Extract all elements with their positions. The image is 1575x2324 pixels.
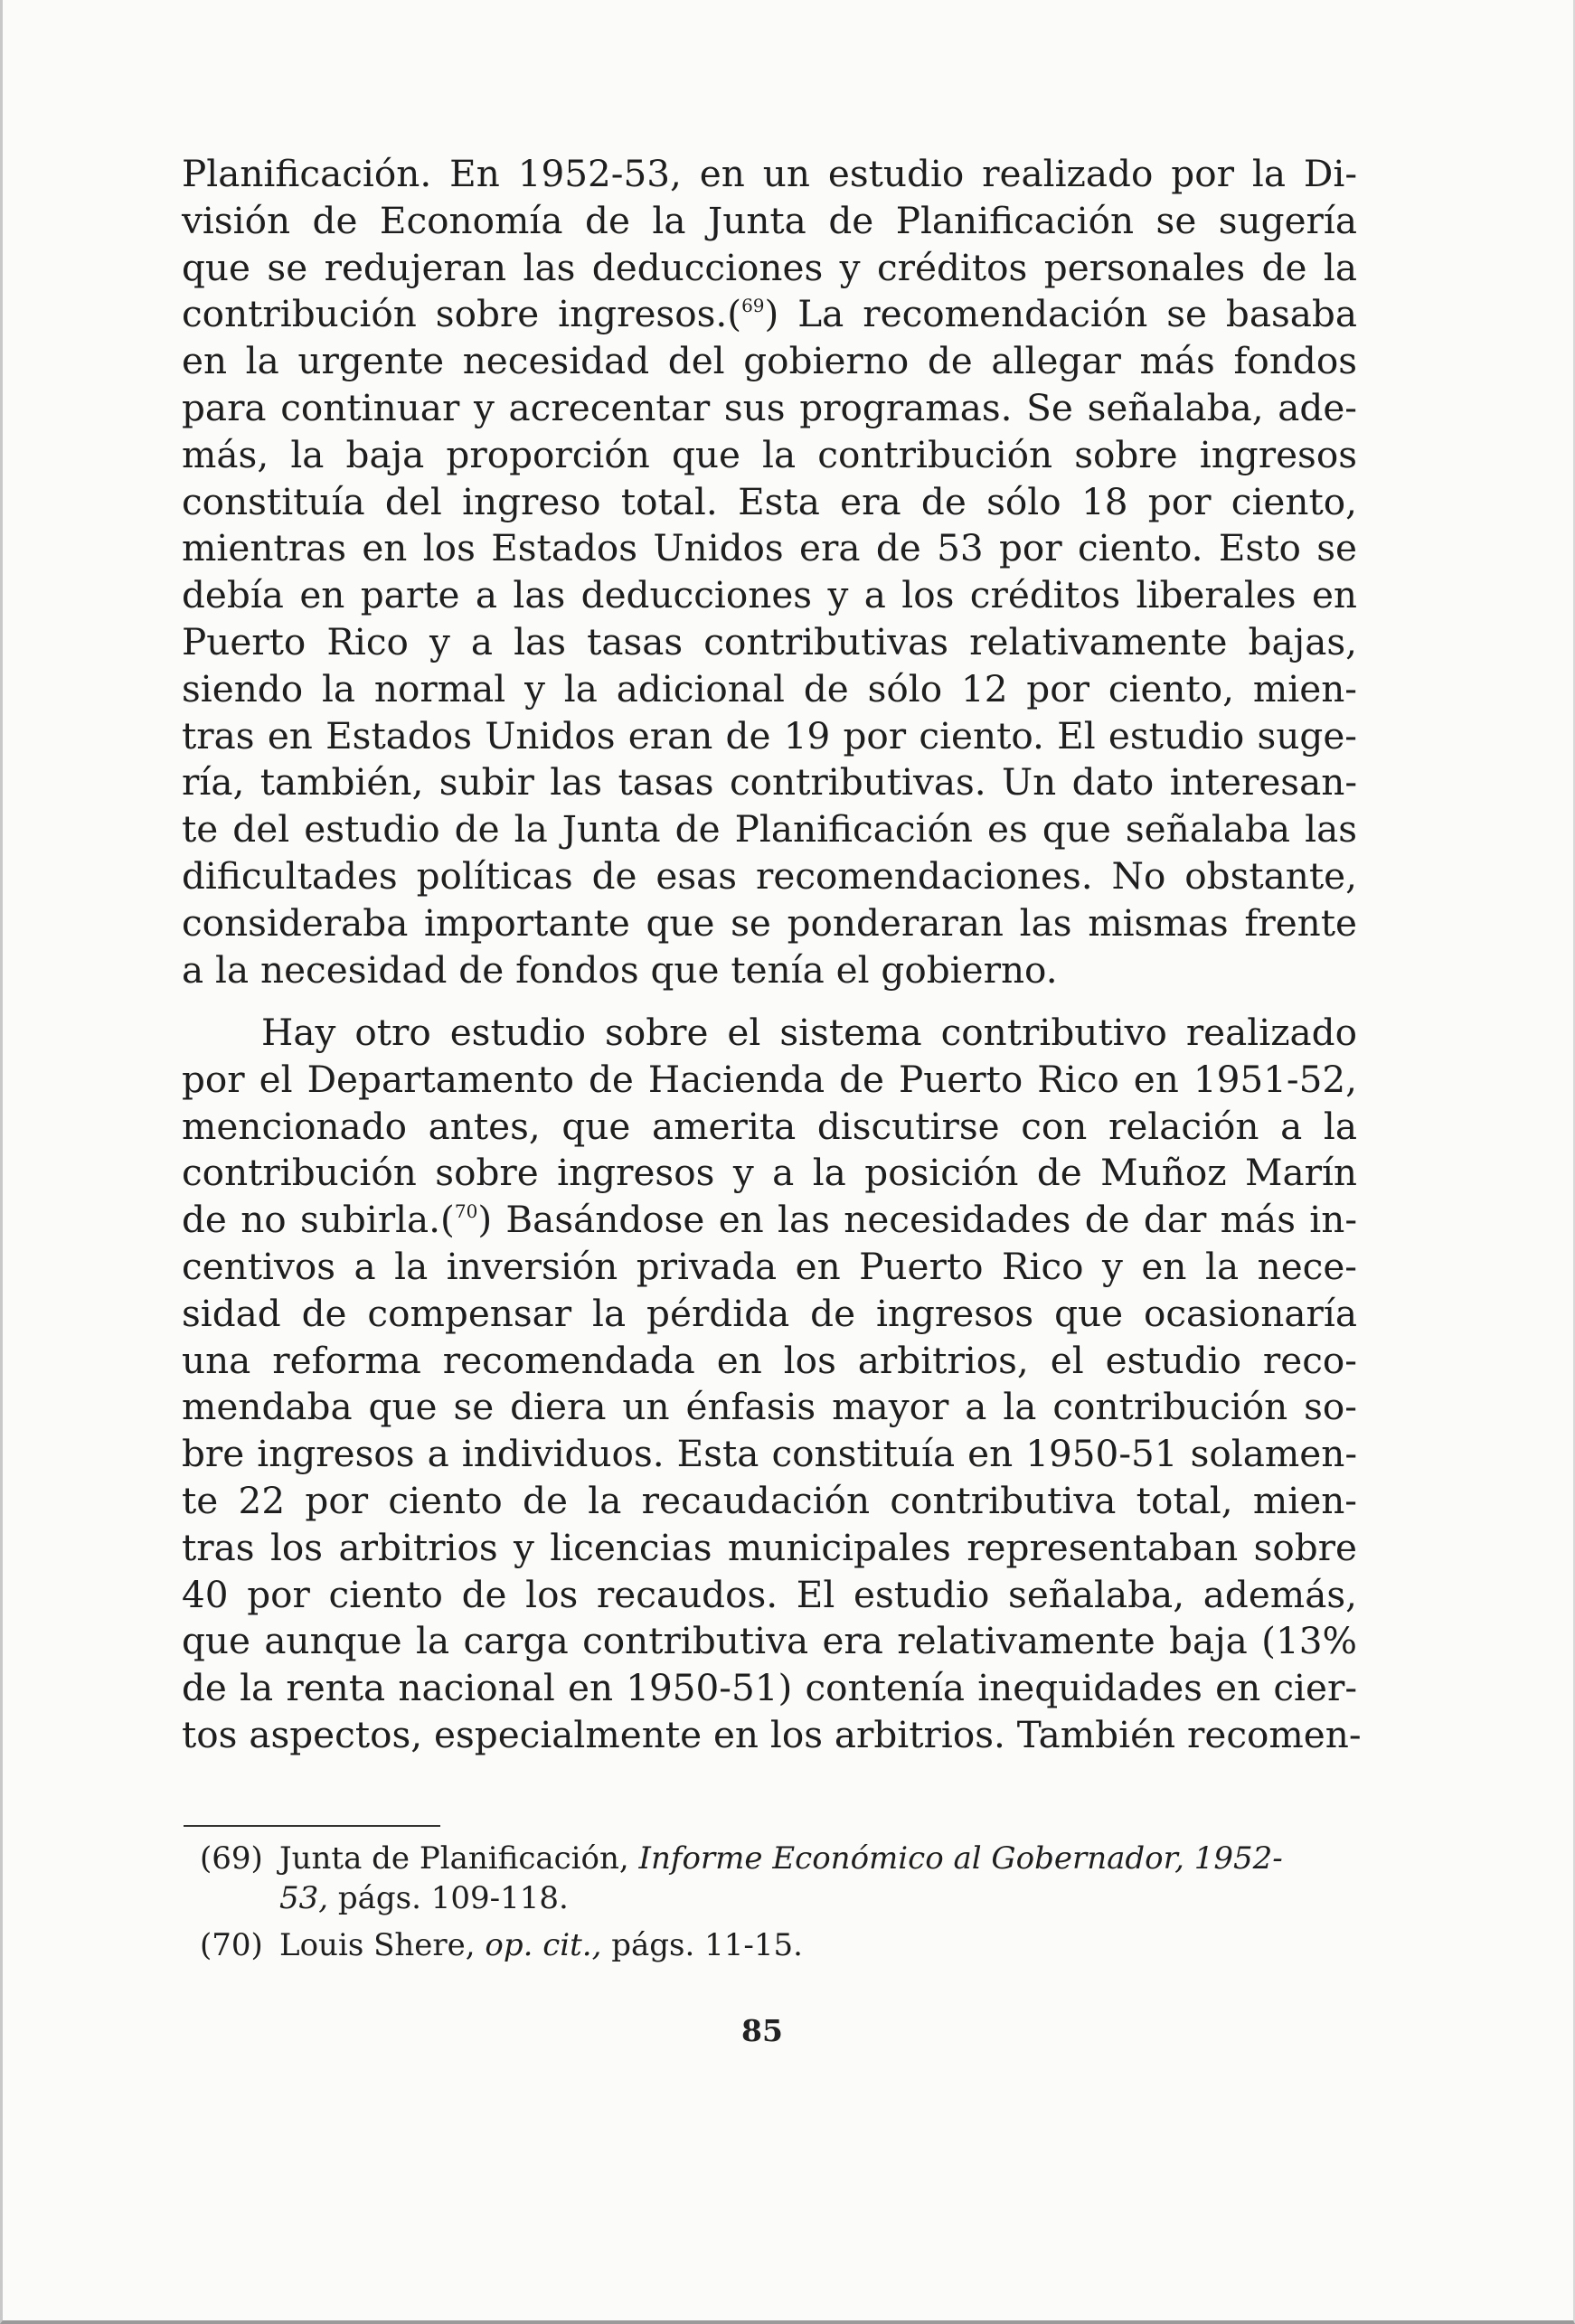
text-line: Planificación. En 1952-53, en un estudio realizado por la Di-	[182, 152, 1357, 195]
text-line: en la urgente necesidad del gobierno de allegar más fondos	[182, 339, 1357, 383]
text-line: tras en Estados Unidos eran de 19 por ciento. El estudio suge-	[182, 713, 1357, 757]
ref-paren-close: )	[764, 292, 779, 336]
text-line: mendaba que se diera un énfasis mayor a la contribución so-	[182, 1385, 1357, 1429]
text-line: centivos a la inversión privada en Puerto Rico y en la nece-	[182, 1244, 1357, 1288]
text-line	[182, 291, 1357, 338]
text-line: más, la baja proporción que la contribución sobre ingresos	[182, 432, 1357, 476]
paragraph-2	[182, 1010, 1362, 1759]
text-line: te 22 por ciento de la recaudación contributiva total, mien-	[182, 1478, 1357, 1522]
text-segment: contribución sobre ingresos.	[182, 292, 728, 336]
text-line: mientras en los Estados Unidos era de 53 por ciento. Esto se	[182, 526, 1357, 570]
footnotes	[200, 1839, 1339, 1972]
text-line: tos aspectos, especialmente en los arbitrios. También recomen-	[182, 1712, 1362, 1756]
footnote-pages: págs. 11-15.	[601, 1927, 803, 1963]
text-line	[182, 1010, 1357, 1057]
footnote-ref-69[interactable]	[727, 292, 778, 335]
text-line: de la renta nacional en 1950-51) contenía inequidades en cier-	[182, 1666, 1357, 1710]
text-line: para continuar y acrecentar sus programas. Se señalaba, ade-	[182, 385, 1357, 429]
text-line: dificultades políticas de esas recomendaciones. No obstante,	[182, 853, 1357, 898]
text-line: una reforma recomendada en los arbitrios, el estudio reco-	[182, 1338, 1357, 1382]
footnote-69	[200, 1839, 1339, 1918]
text-line: debía en parte a las deducciones y a los créditos liberales en	[182, 573, 1357, 617]
footnote-number: (69)	[200, 1840, 263, 1877]
text-segment: Basándose en las necesidades de dar más in-	[492, 1198, 1357, 1242]
text-line: ría, también, subir las tasas contributivas. Un dato interesan-	[182, 760, 1357, 804]
ref-paren-open: (	[727, 292, 742, 336]
footnote-number: (70)	[200, 1927, 263, 1963]
footnote-70	[200, 1925, 1339, 1965]
text-segment: La recomendación se basaba	[778, 292, 1357, 336]
page-number: 85	[741, 2013, 783, 2048]
text-line: siendo la normal y la adicional de sólo 12 por ciento, mien-	[182, 666, 1357, 710]
footnote-title: Informe Económico al Gobernador, 1952-	[638, 1840, 1283, 1877]
ref-number: 69	[741, 295, 765, 317]
text-line: constituía del ingreso total. Esta era de sólo 18 por ciento,	[182, 479, 1357, 523]
text-line: que se redujeran las deducciones y créditos personales de la	[182, 245, 1357, 289]
text-line: a la necesidad de fondos que tenía el gobierno.	[182, 947, 1058, 992]
text-line: bre ingresos a individuos. Esta constituía en 1950-51 solamen-	[182, 1432, 1357, 1476]
footnote-text: Louis Shere,	[279, 1927, 486, 1963]
text-line: tras los arbitrios y licencias municipales representaban sobre	[182, 1525, 1357, 1569]
text-line: sidad de compensar la pérdida de ingresos que ocasionaría	[182, 1291, 1357, 1335]
text-line: 40 por ciento de los recaudos. El estudio señalaba, además,	[182, 1572, 1357, 1616]
text-line: mencionado antes, que amerita discutirse con relación a la	[182, 1104, 1357, 1148]
ref-paren-close: )	[477, 1198, 493, 1242]
text-segment: de no subirla.	[182, 1198, 441, 1242]
text-line: que aunque la carga contributiva era relativamente baja (13%	[182, 1619, 1357, 1663]
text-line: visión de Economía de la Junta de Planificación se sugería	[182, 198, 1357, 242]
ref-number: 70	[454, 1200, 478, 1223]
footnote-ref-70[interactable]	[440, 1198, 492, 1241]
footnote-divider	[184, 1825, 440, 1827]
text-line: contribución sobre ingresos y a la posición de Muñoz Marín	[182, 1151, 1357, 1195]
footnote-citation: op. cit.,	[485, 1927, 602, 1963]
footnote-text: Junta de Planificación,	[279, 1840, 639, 1877]
text-line: por el Departamento de Hacienda de Puerto Rico en 1951-52,	[182, 1057, 1357, 1101]
paragraph-1	[182, 151, 1357, 993]
text-line	[182, 1197, 1357, 1244]
text-segment: Hay otro estudio sobre el sistema contributivo realizado	[261, 1011, 1357, 1054]
footnote-continuation	[279, 1878, 1339, 1918]
footnote-title-cont: 53,	[279, 1880, 329, 1916]
text-line: Puerto Rico y a las tasas contributivas relativamente bajas,	[182, 619, 1357, 663]
text-line: te del estudio de la Junta de Planificación es que señalaba las	[182, 807, 1357, 852]
ref-paren-open: (	[440, 1198, 455, 1242]
text-line: consideraba importante que se ponderaran las mismas frente	[182, 900, 1357, 945]
footnote-pages: págs. 109-118.	[328, 1880, 569, 1916]
